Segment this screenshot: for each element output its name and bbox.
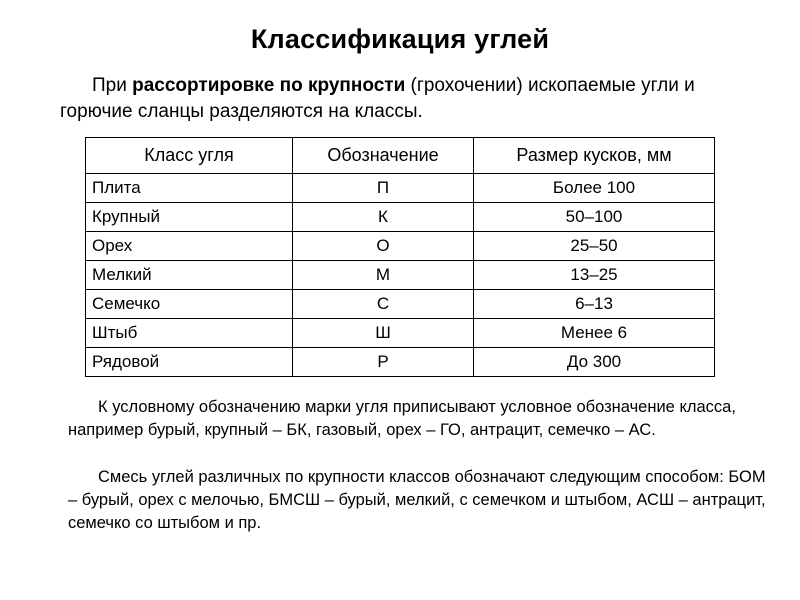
table-row xyxy=(86,348,715,377)
cell-designation: О xyxy=(293,232,474,261)
table-header-row xyxy=(86,138,715,174)
intro-bold-term: рассортировке по крупности xyxy=(132,75,406,96)
cell-class: Орех xyxy=(86,232,293,261)
cell-class: Мелкий xyxy=(86,261,293,290)
intro-text-end: (грохочении) ископаемые угли и горючие сланцы разделяются на классы. xyxy=(60,75,695,122)
table-row xyxy=(86,203,715,232)
cell-class: Крупный xyxy=(86,203,293,232)
cell-designation: М xyxy=(293,261,474,290)
table-row xyxy=(86,174,715,203)
table-row xyxy=(86,232,715,261)
table-row xyxy=(86,319,715,348)
cell-size: 13–25 xyxy=(474,261,715,290)
cell-size: 25–50 xyxy=(474,232,715,261)
table-row xyxy=(86,261,715,290)
cell-designation: П xyxy=(293,174,474,203)
intro-paragraph xyxy=(60,73,750,125)
cell-class: Штыб xyxy=(86,319,293,348)
designation-paragraph: К условному обозначению марки угля приписывают условное обозначение класса, например бурый, крупный – БК, газовый, орех – ГО, антрацит, семечко – АС. xyxy=(68,398,736,439)
cell-designation: Р xyxy=(293,348,474,377)
cell-class: Семечко xyxy=(86,290,293,319)
cell-designation: Ш xyxy=(293,319,474,348)
cell-size: 50–100 xyxy=(474,203,715,232)
cell-size: До 300 xyxy=(474,348,715,377)
cell-class: Плита xyxy=(86,174,293,203)
coal-class-table xyxy=(85,137,715,377)
mixture-paragraph: Смесь углей различных по крупности классов обозначают следующим способом: БОМ – бурый, орех с мелочью, БМСШ – бурый, мелкий, с семечком и штыбом, АСШ – антрацит, семечко со штыбом и пр. xyxy=(68,468,766,532)
page-title: Классификация углей xyxy=(250,24,550,54)
header-size: Размер кусков, мм xyxy=(474,138,715,174)
cell-class: Рядовой xyxy=(86,348,293,377)
header-class: Класс угля xyxy=(86,138,293,174)
cell-size: Менее 6 xyxy=(474,319,715,348)
cell-size: Более 100 xyxy=(474,174,715,203)
cell-size: 6–13 xyxy=(474,290,715,319)
header-designation: Обозначение xyxy=(293,138,474,174)
intro-text-start: При xyxy=(92,75,133,96)
cell-designation: С xyxy=(293,290,474,319)
table-row xyxy=(86,290,715,319)
cell-designation: К xyxy=(293,203,474,232)
